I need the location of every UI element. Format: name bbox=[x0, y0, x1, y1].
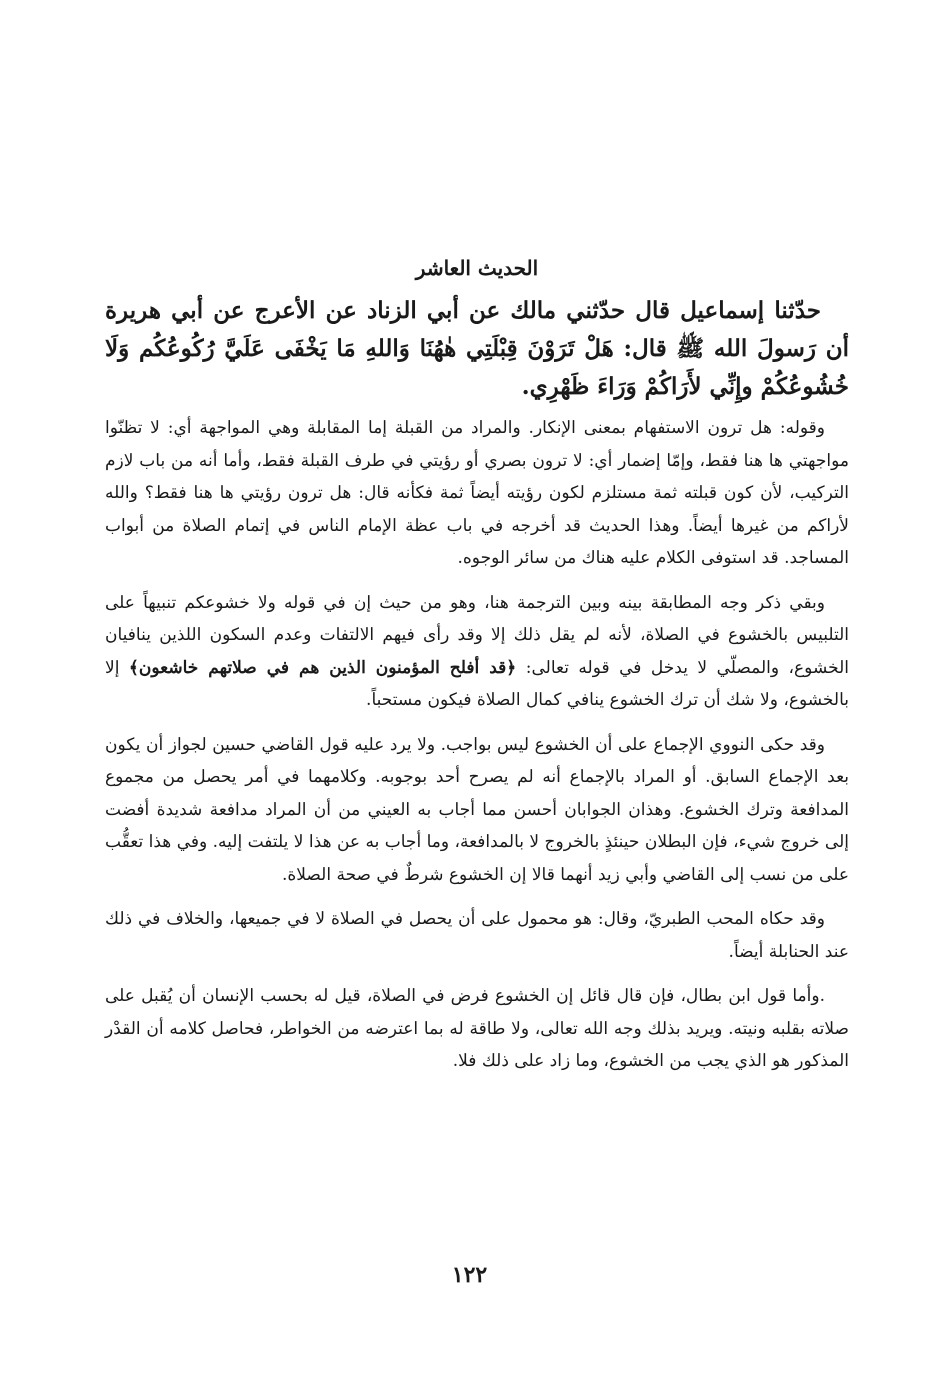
paragraph-3: وقد حكى النووي الإجماع على أن الخشوع ليس بواجب. ولا يرد عليه قول القاضي حسين لجواز أن يكون بعد الإجماع السابق. أو المراد بالإجماع أنه لم يصرح أحد بوجوبه. وكلامهما في أمر يحصل من مجموع المدافعة وترك الخشوع. وهذان الجوابان أحسن مما أجاب به العيني من أن المراد مدافعة شديدة أفضت إلى خروج شيء، فإن البطلان حينئذٍ بالخروج لا بالمدافعة، وما أجاب به عن هذا لا يلتفت إليه. وفي هذا تعقُّب على من نسب إلى القاضي وأبي زيد أنهما قالا إن الخشوع شرطٌ في صحة الصلاة. bbox=[105, 734, 849, 885]
quran-verse: ﴿قد أفلح المؤمنون الذين هم في صلاتهم خاشعون﴾ bbox=[128, 657, 517, 678]
paragraph-2 bbox=[105, 587, 849, 717]
page-number: ١٢٢ bbox=[451, 1262, 488, 1288]
paragraph-2-text: وبقي ذكر وجه المطابقة بينه وبين الترجمة هنا، وهو من حيث إن في قوله ولا خشوعكم تنبيهاً على التلبيس بالخشوع في الصلاة، لأنه لم يقل ذلك إلا وقد رأى فيهم الالتفات وعدم السكون اللذين ينافيان الخشوع، والمصلّي لا يدخل في قوله تعالى: bbox=[105, 592, 849, 678]
hadith-text: حدّثنا إسماعيل قال حدّثني مالك عن أبي الزناد عن الأعرج عن أبي هريرة أن رَسولَ الله ﷺ قال: هَلْ تَرَوْنَ قِبْلَتِي هٰهُنَا وَاللهِ مَا يَخْفَى عَلَيَّ رُكُوعُكُم وَلَا خُشُوعُكُمْ وإِنِّي لأَرَاكُمْ وَرَاءَ ظَهْرِي. bbox=[105, 297, 849, 400]
paragraph-4: وقد حكاه المحب الطبريّ، وقال: هو محمول على أن يحصل في الصلاة لا في جميعها، والخلاف في ذلك عند الحنابلة أيضاً. bbox=[105, 909, 849, 962]
chapter-title: الحديث العاشر bbox=[415, 256, 539, 280]
paragraph-2-text-end: إلا بالخشوع، ولا شك أن ترك الخشوع ينافي كمال الصلاة فيكون مستحباً. bbox=[105, 657, 849, 710]
paragraph-5: .وأما قول ابن بطال، فإن قال قائل إن الخشوع فرض في الصلاة، قيل له بحسب الإنسان أن يُقبل على صلاته بقلبه ونيته. ويريد بذلك وجه الله تعالى، ولا طاقة له بما اعترضه من الخواطر، فحاصل كلامه أن القدْر المذكور هو الذي يجب من الخشوع، وما زاد على ذلك فلا. bbox=[105, 986, 849, 1071]
paragraph-1: وقوله: هل ترون الاستفهام بمعنى الإنكار. والمراد من القبلة إما المقابلة وهي المواجهة أي: لا تظنّوا مواجهتي ها هنا فقط، وإمّا إضمار أي: لا ترون بصري أو رؤيتي في طرف القبلة فقط، وأما أنه من باب لازم التركيب، لأن كون قبلته ثمة مستلزم لكون رؤيته أيضاً ثمة فكأنه قال: هل ترون رؤيتي ها هنا فقط؟ والله لأراكم من غيرها أيضاً. وهذا الحديث قد أخرجه في باب عظة الإمام الناس في إتمام الصلاة من أبواب المساجد. قد استوفى الكلام عليه هناك من سائر الوجوه. bbox=[105, 418, 849, 568]
